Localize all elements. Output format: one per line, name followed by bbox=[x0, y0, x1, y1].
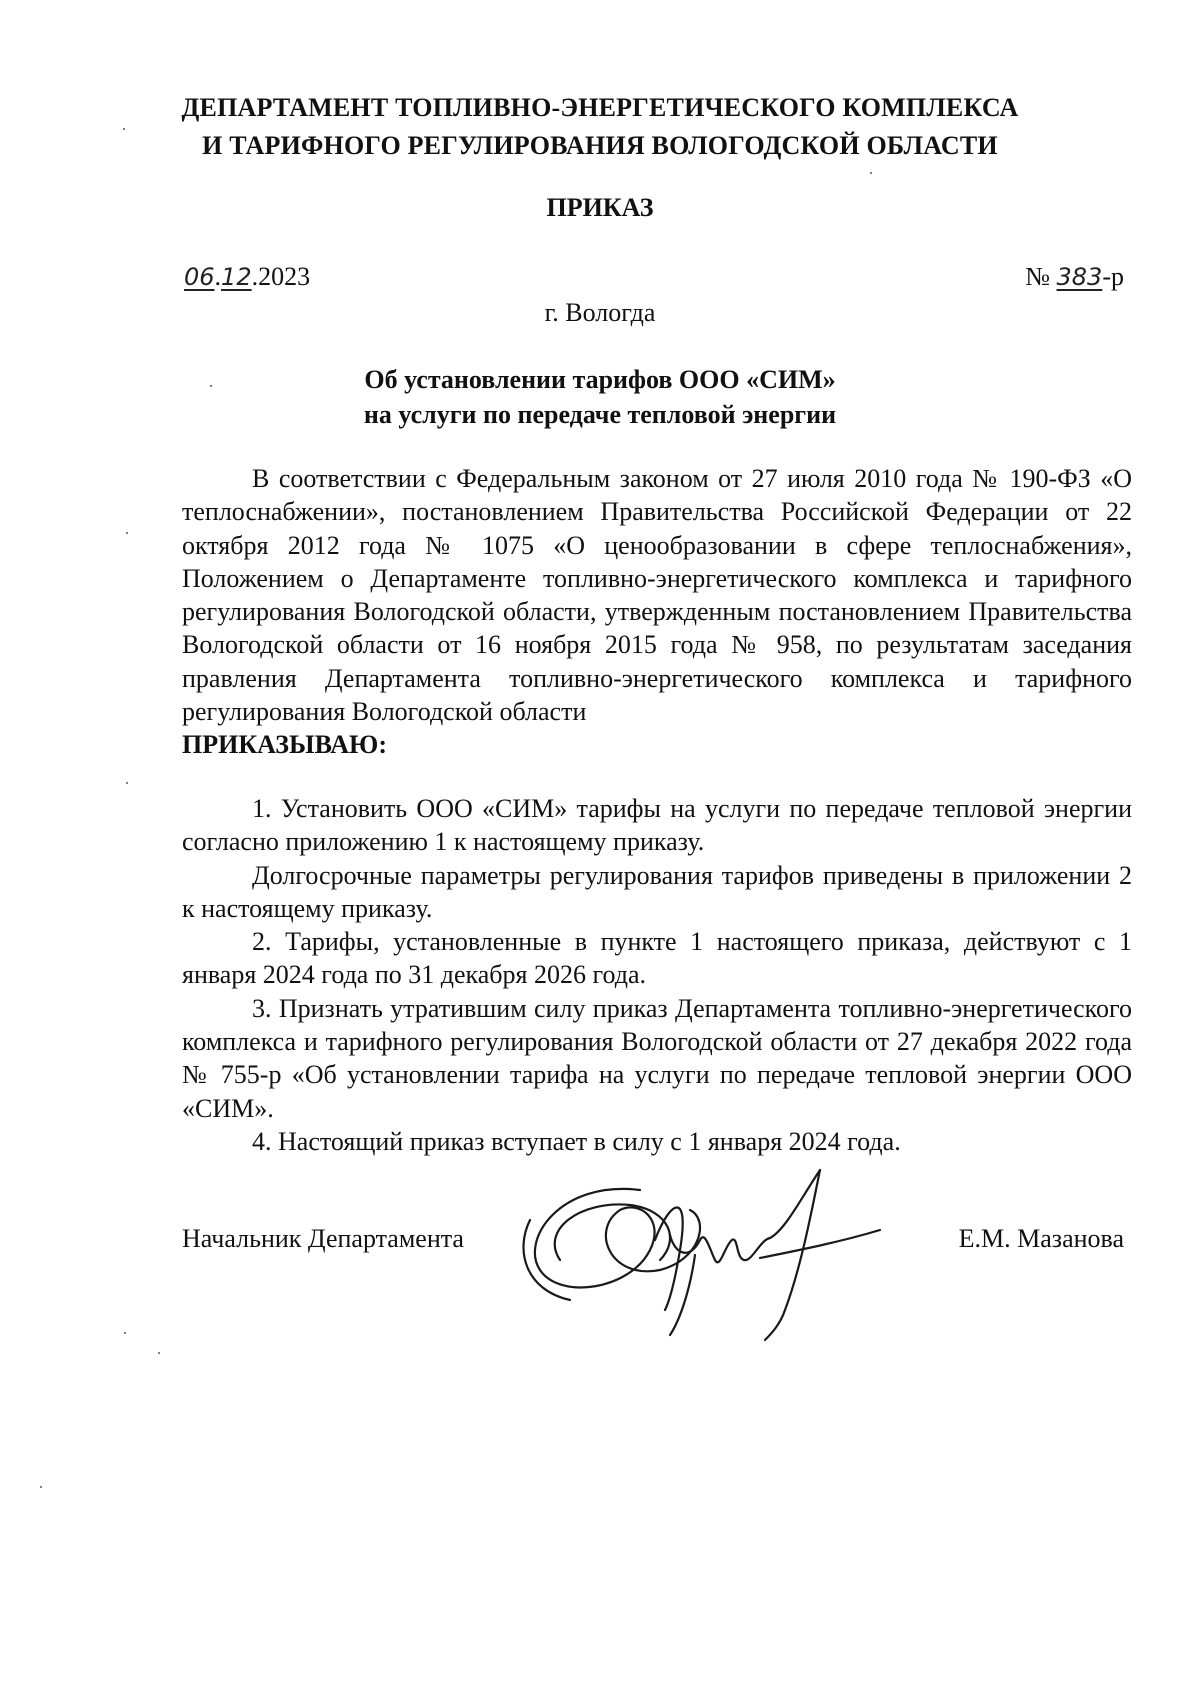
decree-word: ПРИКАЗЫВАЮ: bbox=[182, 730, 387, 760]
department-name-line-2: И ТАРИФНОГО РЕГУЛИРОВАНИЯ ВОЛОГОДСКОЙ ОБЛАСТИ bbox=[202, 131, 998, 160]
order-item-1-params: Долгосрочные параметры регулирования тарифов приведены в приложении 2 к настоящему приказу. bbox=[182, 860, 1132, 923]
order-date bbox=[184, 262, 310, 292]
order-title: ПРИКАЗ bbox=[546, 193, 654, 222]
order-subject bbox=[150, 362, 1050, 432]
scan-speck bbox=[126, 782, 128, 784]
order-items bbox=[182, 792, 1132, 1158]
date-separator: . bbox=[214, 262, 222, 291]
scan-speck bbox=[124, 1332, 126, 1334]
handwritten-signature bbox=[500, 1160, 900, 1350]
date-year: .2023 bbox=[251, 262, 311, 291]
number-suffix: -р bbox=[1102, 262, 1124, 291]
preamble-block bbox=[182, 462, 1132, 762]
scan-speck bbox=[126, 532, 128, 534]
scan-speck bbox=[210, 385, 212, 387]
scan-speck bbox=[40, 1486, 42, 1488]
date-month-handwritten: 12 bbox=[221, 263, 252, 291]
signatory-position: Начальник Департамента bbox=[182, 1224, 464, 1253]
city: г. Вологда bbox=[544, 298, 656, 327]
signatory-name: Е.М. Мазанова bbox=[958, 1224, 1124, 1253]
date-day-handwritten: 06 bbox=[184, 263, 215, 291]
preamble-paragraph: В соответствии с Федеральным законом от 27 июля 2010 года № 190-ФЗ «О теплоснабжении», постановлением Правительства Российской Федерации от 22 октября 2012 года № 1075 «О ценообразовании в сфере теплоснабжения», Положением о Департаменте топливно-энергетического комплекса и тарифного регулирования Вологодской области, утвержденным постановлением Правительства Вологодской области от 16 ноября 2015 года № 958, по результатам заседания правления Департамента топливно-энергетического комплекса и тарифного регулирования Вологодской области bbox=[182, 464, 1132, 727]
number-prefix: № bbox=[1025, 262, 1057, 291]
order-item-4: 4. Настоящий приказ вступает в силу с 1 января 2024 года. bbox=[252, 1126, 901, 1156]
order-item-2: 2. Тарифы, установленные в пункте 1 настоящего приказа, действуют с 1 января 2024 года по 31 декабря 2026 года. bbox=[182, 927, 1132, 990]
scan-speck bbox=[158, 1352, 160, 1354]
department-name-line-1: ДЕПАРТАМЕНТ ТОПЛИВНО-ЭНЕРГЕТИЧЕСКОГО КОМПЛЕКСА bbox=[181, 93, 1019, 122]
subject-line-1: Об установлении тарифов ООО «СИМ» bbox=[364, 365, 836, 394]
order-number bbox=[1025, 262, 1124, 292]
order-item-1: 1. Установить ООО «СИМ» тарифы на услуги по передаче тепловой энергии согласно приложению 1 к настоящему приказу. bbox=[182, 794, 1132, 857]
order-item-3: 3. Признать утратившим силу приказ Департамента топливно-энергетического комплекса и тарифного регулирования Вологодской области от 27 декабря 2022 года № 755-р «Об установлении тарифа на услуги по передаче тепловой энергии ООО «СИМ». bbox=[182, 993, 1132, 1123]
number-handwritten: 383 bbox=[1056, 263, 1103, 291]
scan-speck bbox=[870, 172, 872, 174]
scan-speck bbox=[123, 128, 125, 130]
subject-line-2: на услуги по передаче тепловой энергии bbox=[363, 400, 837, 429]
